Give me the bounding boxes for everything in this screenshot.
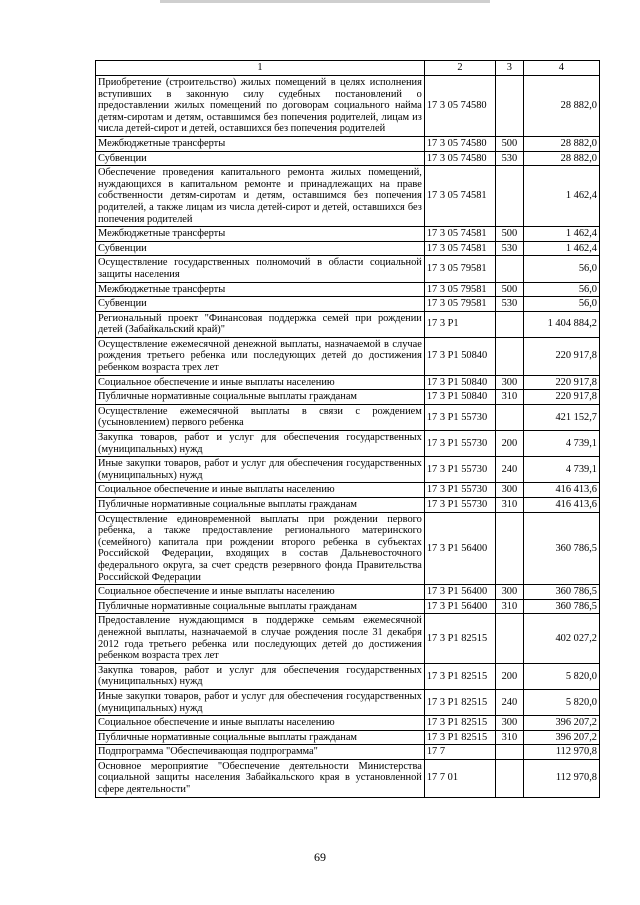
cell-target-code: 17 3 P1 55730 (424, 483, 495, 498)
cell-target-code: 17 7 01 (424, 759, 495, 797)
cell-expense-type (496, 256, 523, 282)
cell-target-code: 17 3 P1 82515 (424, 716, 495, 731)
cell-amount: 220 917,8 (523, 375, 599, 390)
cell-amount: 56,0 (523, 282, 599, 297)
cell-expense-type: 310 (496, 599, 523, 614)
cell-amount: 360 786,5 (523, 585, 599, 600)
cell-amount: 112 970,8 (523, 759, 599, 797)
cell-amount: 56,0 (523, 297, 599, 312)
table-row (96, 282, 600, 297)
cell-expense-type (496, 76, 523, 137)
cell-target-code: 17 3 P1 55730 (424, 498, 495, 513)
cell-target-code: 17 3 P1 55730 (424, 457, 495, 483)
cell-name: Обеспечение проведения капитального ремонта жилых помещений, нуждающихся в капитальном ремонте и принадлежащих на праве собственности детям-сиротам и детям, оставшимся без попечения родителей, а также лицам из числа детей-сирот и детей, оставшихся без попечения родителей (96, 166, 425, 227)
table-row (96, 337, 600, 375)
table-row (96, 241, 600, 256)
cell-expense-type: 530 (496, 241, 523, 256)
cell-name: Субвенции (96, 241, 425, 256)
cell-target-code: 17 3 P1 82515 (424, 614, 495, 663)
cell-amount: 402 027,2 (523, 614, 599, 663)
cell-amount: 360 786,5 (523, 512, 599, 585)
cell-name: Публичные нормативные социальные выплаты гражданам (96, 498, 425, 513)
cell-name: Осуществление единовременной выплаты при рождении первого ребенка, а также предоставление регионального материнского (семейного) капитала при рождении второго ребенка в субъектах Российской Федерации, входящих в состав Дальневосточного федерального округа, за счет средств резервного фонда Правительства Российской Федерации (96, 512, 425, 585)
cell-amount: 396 207,2 (523, 730, 599, 745)
cell-expense-type (496, 404, 523, 430)
cell-amount: 28 882,0 (523, 151, 599, 166)
table-row (96, 716, 600, 731)
table-row (96, 375, 600, 390)
table-row (96, 512, 600, 585)
table-row (96, 745, 600, 760)
table-row (96, 457, 600, 483)
table-row (96, 431, 600, 457)
table-row (96, 483, 600, 498)
cell-target-code: 17 3 P1 50840 (424, 337, 495, 375)
cell-amount: 416 413,6 (523, 498, 599, 513)
table-row (96, 663, 600, 689)
cell-name: Субвенции (96, 297, 425, 312)
cell-expense-type: 500 (496, 227, 523, 242)
cell-expense-type: 240 (496, 689, 523, 715)
cell-expense-type: 300 (496, 375, 523, 390)
header-col-3: 3 (496, 61, 523, 76)
cell-name: Социальное обеспечение и иные выплаты населению (96, 483, 425, 498)
table-row (96, 689, 600, 715)
cell-target-code: 17 3 P1 50840 (424, 375, 495, 390)
cell-name: Осуществление ежемесячной денежной выплаты, назначаемой в случае рождения третьего ребенка или последующих детей до достижения ребенком возраста трех лет (96, 337, 425, 375)
table-row (96, 311, 600, 337)
cell-amount: 1 462,4 (523, 166, 599, 227)
cell-target-code: 17 3 P1 82515 (424, 663, 495, 689)
cell-target-code: 17 3 05 74580 (424, 151, 495, 166)
cell-name: Предоставление нуждающимся в поддержке семьям ежемесячной денежной выплаты, назначаемой в случае рождения после 31 декабря 2012 года третьего ребенка или последующих детей до достижения ребенком возраста трех лет (96, 614, 425, 663)
cell-name: Межбюджетные трансферты (96, 282, 425, 297)
table-row (96, 256, 600, 282)
cell-target-code: 17 3 P1 56400 (424, 512, 495, 585)
cell-name: Осуществление ежемесячной выплаты в связи с рождением (усыновлением) первого ребенка (96, 404, 425, 430)
cell-target-code: 17 3 P1 56400 (424, 585, 495, 600)
cell-name: Подпрограмма "Обеспечивающая подпрограмма" (96, 745, 425, 760)
cell-amount: 1 462,4 (523, 227, 599, 242)
cell-expense-type: 500 (496, 136, 523, 151)
cell-name: Публичные нормативные социальные выплаты гражданам (96, 730, 425, 745)
header-col-1: 1 (96, 61, 425, 76)
cell-expense-type (496, 759, 523, 797)
table-row (96, 498, 600, 513)
cell-amount: 56,0 (523, 256, 599, 282)
table-row (96, 297, 600, 312)
header-col-4: 4 (523, 61, 599, 76)
cell-amount: 4 739,1 (523, 431, 599, 457)
table-row (96, 166, 600, 227)
cell-name: Закупка товаров, работ и услуг для обеспечения государственных (муниципальных) нужд (96, 431, 425, 457)
cell-expense-type: 530 (496, 151, 523, 166)
cell-name: Субвенции (96, 151, 425, 166)
cell-target-code: 17 3 P1 82515 (424, 689, 495, 715)
cell-target-code: 17 3 P1 82515 (424, 730, 495, 745)
cell-amount: 220 917,8 (523, 390, 599, 405)
cell-amount: 28 882,0 (523, 76, 599, 137)
page-number: 69 (314, 850, 326, 864)
cell-amount: 1 462,4 (523, 241, 599, 256)
table-row (96, 227, 600, 242)
cell-target-code: 17 3 05 79581 (424, 282, 495, 297)
cell-name: Осуществление государственных полномочий в области социальной защиты населения (96, 256, 425, 282)
table-row (96, 151, 600, 166)
cell-expense-type: 300 (496, 483, 523, 498)
cell-target-code: 17 3 05 74580 (424, 76, 495, 137)
cell-name: Межбюджетные трансферты (96, 227, 425, 242)
cell-target-code: 17 3 P1 55730 (424, 431, 495, 457)
cell-name: Региональный проект "Финансовая поддержка семей при рождении детей (Забайкальский край)" (96, 311, 425, 337)
cell-amount: 416 413,6 (523, 483, 599, 498)
cell-name: Иные закупки товаров, работ и услуг для обеспечения государственных (муниципальных) нужд (96, 689, 425, 715)
cell-target-code: 17 3 05 74581 (424, 166, 495, 227)
cell-target-code: 17 3 05 74580 (424, 136, 495, 151)
cell-target-code: 17 3 P1 (424, 311, 495, 337)
cell-name: Иные закупки товаров, работ и услуг для обеспечения государственных (муниципальных) нужд (96, 457, 425, 483)
cell-expense-type: 200 (496, 663, 523, 689)
cell-amount: 421 152,7 (523, 404, 599, 430)
cell-name: Приобретение (строительство) жилых помещений в целях исполнения вступивших в законную силу судебных постановлений о предоставлении жилых помещений по договорам социального найма детям-сиротам и детям, оставшимся без попечения родителей, лицам из числа детей-сирот и детей, оставшихся без попечения родителей (96, 76, 425, 137)
cell-expense-type: 500 (496, 282, 523, 297)
table-row (96, 585, 600, 600)
cell-name: Социальное обеспечение и иные выплаты населению (96, 716, 425, 731)
cell-expense-type (496, 512, 523, 585)
cell-amount: 112 970,8 (523, 745, 599, 760)
cell-name: Закупка товаров, работ и услуг для обеспечения государственных (муниципальных) нужд (96, 663, 425, 689)
cell-target-code: 17 3 P1 50840 (424, 390, 495, 405)
cell-name: Публичные нормативные социальные выплаты гражданам (96, 599, 425, 614)
table-row (96, 404, 600, 430)
cell-name: Социальное обеспечение и иные выплаты населению (96, 585, 425, 600)
cell-amount: 28 882,0 (523, 136, 599, 151)
cell-name: Межбюджетные трансферты (96, 136, 425, 151)
cell-amount: 5 820,0 (523, 689, 599, 715)
cell-name: Основное мероприятие "Обеспечение деятельности Министерства социальной защиты населения Забайкальского края в установленной сфере деятельности" (96, 759, 425, 797)
cell-target-code: 17 3 P1 56400 (424, 599, 495, 614)
cell-amount: 396 207,2 (523, 716, 599, 731)
table-row (96, 730, 600, 745)
cell-expense-type: 310 (496, 390, 523, 405)
cell-amount: 5 820,0 (523, 663, 599, 689)
cell-expense-type (496, 745, 523, 760)
cell-expense-type: 240 (496, 457, 523, 483)
table-row (96, 136, 600, 151)
scan-artifact (160, 0, 490, 3)
table-row (96, 614, 600, 663)
table-row (96, 599, 600, 614)
cell-amount: 4 739,1 (523, 457, 599, 483)
cell-target-code: 17 3 P1 55730 (424, 404, 495, 430)
cell-target-code: 17 7 (424, 745, 495, 760)
table-row (96, 76, 600, 137)
cell-expense-type: 310 (496, 730, 523, 745)
budget-table-body (96, 61, 600, 798)
cell-expense-type: 310 (496, 498, 523, 513)
cell-target-code: 17 3 05 79581 (424, 256, 495, 282)
cell-name: Публичные нормативные социальные выплаты гражданам (96, 390, 425, 405)
cell-amount: 220 917,8 (523, 337, 599, 375)
cell-target-code: 17 3 05 74581 (424, 241, 495, 256)
cell-expense-type: 300 (496, 585, 523, 600)
table-row (96, 390, 600, 405)
cell-amount: 1 404 884,2 (523, 311, 599, 337)
cell-expense-type: 530 (496, 297, 523, 312)
cell-expense-type: 200 (496, 431, 523, 457)
budget-table (95, 60, 600, 798)
cell-target-code: 17 3 05 79581 (424, 297, 495, 312)
cell-expense-type (496, 311, 523, 337)
cell-expense-type: 300 (496, 716, 523, 731)
table-header-row (96, 61, 600, 76)
cell-expense-type (496, 166, 523, 227)
header-col-2: 2 (424, 61, 495, 76)
cell-name: Социальное обеспечение и иные выплаты населению (96, 375, 425, 390)
cell-target-code: 17 3 05 74581 (424, 227, 495, 242)
table-row (96, 759, 600, 797)
cell-expense-type (496, 614, 523, 663)
cell-expense-type (496, 337, 523, 375)
cell-amount: 360 786,5 (523, 599, 599, 614)
